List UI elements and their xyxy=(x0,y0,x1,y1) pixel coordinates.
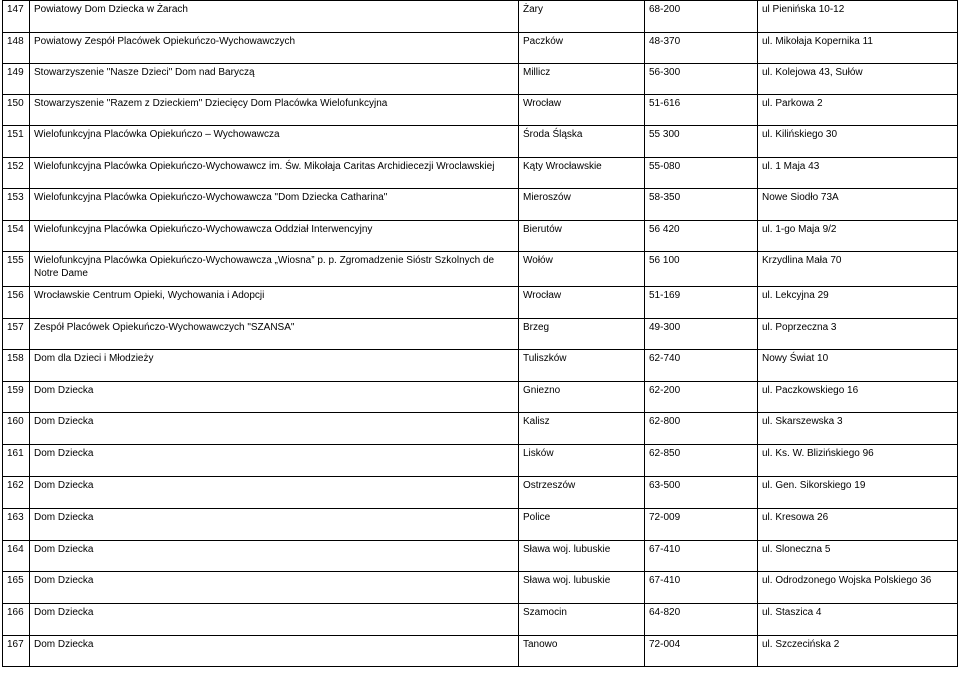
address-cell: ul. Szczecińska 2 xyxy=(758,636,958,667)
address-cell: ul. Ks. W. Blizińskiego 96 xyxy=(758,445,958,477)
row-number-cell: 150 xyxy=(3,95,30,126)
postal-code-cell: 56-300 xyxy=(645,64,758,95)
postal-code-cell: 48-370 xyxy=(645,33,758,64)
address-cell: ul. Kresowa 26 xyxy=(758,509,958,541)
institution-name-cell: Dom Dziecka xyxy=(30,541,519,572)
table-row xyxy=(3,572,958,604)
institution-name-cell: Wielofunkcyjna Placówka Opiekuńczo-Wychowawcza „Wiosna” p. p. Zgromadzenie Sióstr Szkolnych de Notre Dame xyxy=(30,252,519,287)
city-cell: Tanowo xyxy=(519,636,645,667)
city-cell: Sława woj. lubuskie xyxy=(519,541,645,572)
address-cell: ul. Parkowa 2 xyxy=(758,95,958,126)
city-cell: Brzeg xyxy=(519,319,645,350)
table-row xyxy=(3,287,958,319)
city-cell: Kąty Wrocławskie xyxy=(519,158,645,189)
table-row xyxy=(3,604,958,636)
institution-name-cell: Wielofunkcyjna Placówka Opiekuńczo-Wychowawcza "Dom Dziecka Catharina" xyxy=(30,189,519,221)
row-number-cell: 163 xyxy=(3,509,30,541)
institution-name-cell: Dom Dziecka xyxy=(30,636,519,667)
address-cell: ul. Odrodzonego Wojska Polskiego 36 xyxy=(758,572,958,604)
address-cell: Nowy Świat 10 xyxy=(758,350,958,382)
table-row xyxy=(3,541,958,572)
postal-code-cell: 55 300 xyxy=(645,126,758,158)
table-row xyxy=(3,319,958,350)
postal-code-cell: 72-004 xyxy=(645,636,758,667)
institutions-table xyxy=(2,0,958,667)
row-number-cell: 161 xyxy=(3,445,30,477)
address-cell: Nowe Siodło 73A xyxy=(758,189,958,221)
table-row xyxy=(3,413,958,445)
address-cell: Krzydlina Mała 70 xyxy=(758,252,958,287)
table-row xyxy=(3,126,958,158)
row-number-cell: 160 xyxy=(3,413,30,445)
address-cell: ul. Lekcyjna 29 xyxy=(758,287,958,319)
postal-code-cell: 58-350 xyxy=(645,189,758,221)
address-cell: ul. Sloneczna 5 xyxy=(758,541,958,572)
row-number-cell: 147 xyxy=(3,1,30,33)
city-cell: Kalisz xyxy=(519,413,645,445)
city-cell: Sława woj. lubuskie xyxy=(519,572,645,604)
table-row xyxy=(3,636,958,667)
postal-code-cell: 63-500 xyxy=(645,477,758,509)
city-cell: Szamocin xyxy=(519,604,645,636)
postal-code-cell: 67-410 xyxy=(645,541,758,572)
institution-name-cell: Dom Dziecka xyxy=(30,382,519,413)
city-cell: Wrocław xyxy=(519,287,645,319)
city-cell: Paczków xyxy=(519,33,645,64)
row-number-cell: 164 xyxy=(3,541,30,572)
postal-code-cell: 62-200 xyxy=(645,382,758,413)
address-cell: ul. Staszica 4 xyxy=(758,604,958,636)
postal-code-cell: 64-820 xyxy=(645,604,758,636)
institution-name-cell: Powiatowy Dom Dziecka w Żarach xyxy=(30,1,519,33)
row-number-cell: 157 xyxy=(3,319,30,350)
table-row xyxy=(3,95,958,126)
institution-name-cell: Dom dla Dzieci i Młodzieży xyxy=(30,350,519,382)
postal-code-cell: 62-850 xyxy=(645,445,758,477)
postal-code-cell: 51-616 xyxy=(645,95,758,126)
institution-name-cell: Wielofunkcyjna Placówka Opiekuńczo – Wychowawcza xyxy=(30,126,519,158)
city-cell: Wrocław xyxy=(519,95,645,126)
address-cell: ul. Paczkowskiego 16 xyxy=(758,382,958,413)
table-body xyxy=(3,1,958,667)
institution-name-cell: Dom Dziecka xyxy=(30,445,519,477)
city-cell: Żary xyxy=(519,1,645,33)
city-cell: Gniezno xyxy=(519,382,645,413)
postal-code-cell: 72-009 xyxy=(645,509,758,541)
institution-name-cell: Zespół Placówek Opiekuńczo-Wychowawczych "SZANSA" xyxy=(30,319,519,350)
row-number-cell: 159 xyxy=(3,382,30,413)
institution-name-cell: Wielofunkcyjna Placówka Opiekuńczo-Wychowawcza Oddział Interwencyjny xyxy=(30,221,519,252)
table-row xyxy=(3,158,958,189)
table-row xyxy=(3,477,958,509)
institution-name-cell: Dom Dziecka xyxy=(30,509,519,541)
row-number-cell: 154 xyxy=(3,221,30,252)
institution-name-cell: Dom Dziecka xyxy=(30,572,519,604)
postal-code-cell: 56 100 xyxy=(645,252,758,287)
row-number-cell: 151 xyxy=(3,126,30,158)
city-cell: Lisków xyxy=(519,445,645,477)
postal-code-cell: 67-410 xyxy=(645,572,758,604)
address-cell: ul. Poprzeczna 3 xyxy=(758,319,958,350)
address-cell: ul. Mikołaja Kopernika 11 xyxy=(758,33,958,64)
table-row xyxy=(3,189,958,221)
row-number-cell: 158 xyxy=(3,350,30,382)
postal-code-cell: 49-300 xyxy=(645,319,758,350)
table-row xyxy=(3,33,958,64)
postal-code-cell: 55-080 xyxy=(645,158,758,189)
row-number-cell: 156 xyxy=(3,287,30,319)
address-cell: ul. 1-go Maja 9/2 xyxy=(758,221,958,252)
address-cell: ul. Skarszewska 3 xyxy=(758,413,958,445)
address-cell: ul Pienińska 10-12 xyxy=(758,1,958,33)
city-cell: Ostrzeszów xyxy=(519,477,645,509)
row-number-cell: 165 xyxy=(3,572,30,604)
city-cell: Tuliszków xyxy=(519,350,645,382)
postal-code-cell: 56 420 xyxy=(645,221,758,252)
institution-name-cell: Wrocławskie Centrum Opieki, Wychowania i Adopcji xyxy=(30,287,519,319)
postal-code-cell: 62-800 xyxy=(645,413,758,445)
row-number-cell: 152 xyxy=(3,158,30,189)
institution-name-cell: Dom Dziecka xyxy=(30,477,519,509)
address-cell: ul. Kilińskiego 30 xyxy=(758,126,958,158)
row-number-cell: 149 xyxy=(3,64,30,95)
table-row xyxy=(3,252,958,287)
institution-name-cell: Wielofunkcyjna Placówka Opiekuńczo-Wychowawcz im. Św. Mikołaja Caritas Archidiecezji Wroclawskiej xyxy=(30,158,519,189)
postal-code-cell: 51-169 xyxy=(645,287,758,319)
table-row xyxy=(3,382,958,413)
institution-name-cell: Stowarzyszenie "Razem z Dzieckiem" Dziecięcy Dom Placówka Wielofunkcyjna xyxy=(30,95,519,126)
address-cell: ul. Gen. Sikorskiego 19 xyxy=(758,477,958,509)
institution-name-cell: Stowarzyszenie "Nasze Dzieci" Dom nad Baryczą xyxy=(30,64,519,95)
institution-name-cell: Powiatowy Zespół Placówek Opiekuńczo-Wychowawczych xyxy=(30,33,519,64)
postal-code-cell: 68-200 xyxy=(645,1,758,33)
city-cell: Wołów xyxy=(519,252,645,287)
table-row xyxy=(3,221,958,252)
address-cell: ul. Kolejowa 43, Sułów xyxy=(758,64,958,95)
table-row xyxy=(3,350,958,382)
address-cell: ul. 1 Maja 43 xyxy=(758,158,958,189)
row-number-cell: 155 xyxy=(3,252,30,287)
table-row xyxy=(3,1,958,33)
city-cell: Millicz xyxy=(519,64,645,95)
city-cell: Mieroszów xyxy=(519,189,645,221)
table-row xyxy=(3,64,958,95)
city-cell: Police xyxy=(519,509,645,541)
row-number-cell: 162 xyxy=(3,477,30,509)
city-cell: Środa Śląska xyxy=(519,126,645,158)
row-number-cell: 153 xyxy=(3,189,30,221)
row-number-cell: 167 xyxy=(3,636,30,667)
row-number-cell: 166 xyxy=(3,604,30,636)
row-number-cell: 148 xyxy=(3,33,30,64)
table-row xyxy=(3,509,958,541)
city-cell: Bierutów xyxy=(519,221,645,252)
institution-name-cell: Dom Dziecka xyxy=(30,413,519,445)
postal-code-cell: 62-740 xyxy=(645,350,758,382)
table-row xyxy=(3,445,958,477)
institution-name-cell: Dom Dziecka xyxy=(30,604,519,636)
